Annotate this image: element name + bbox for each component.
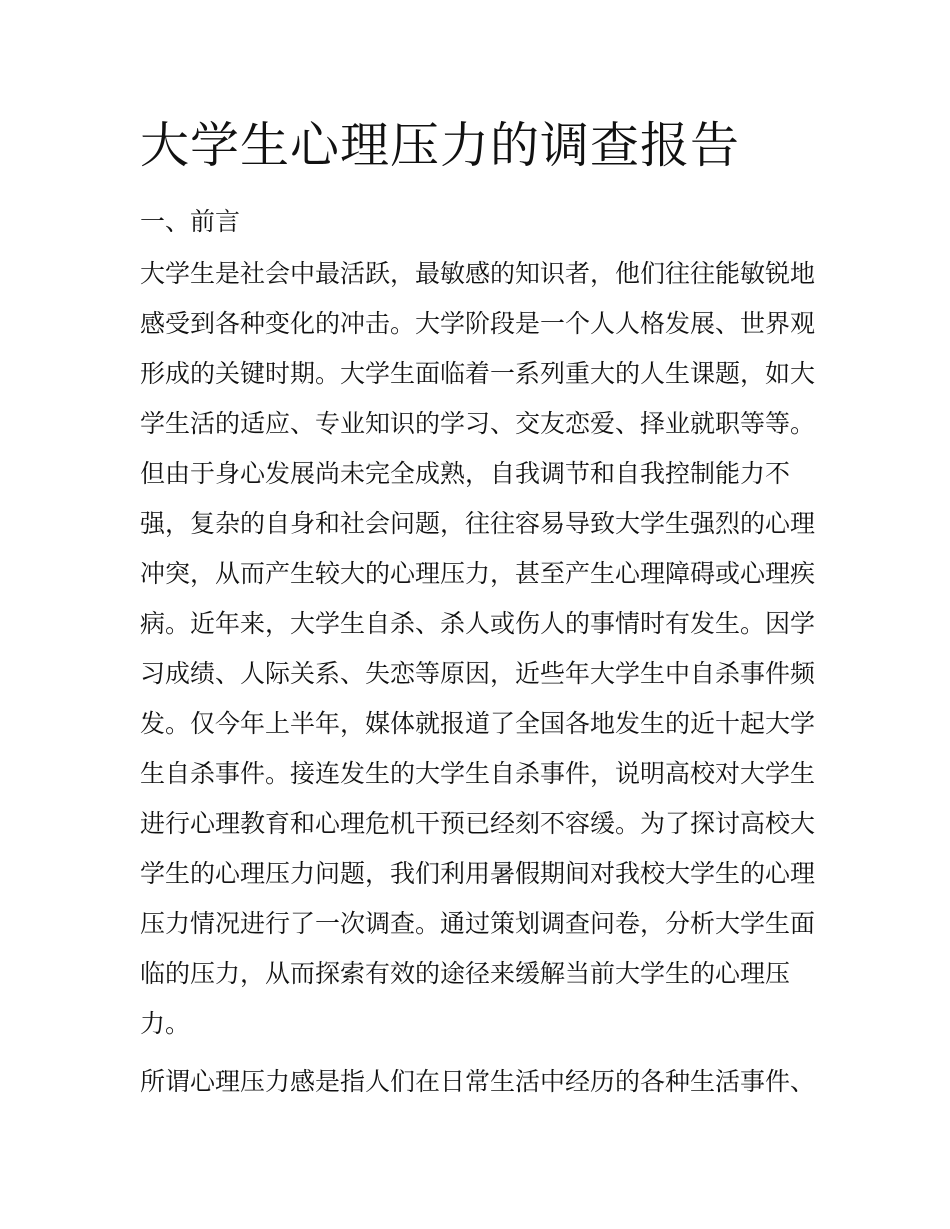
document-title: 大学生心理压力的调查报告 xyxy=(140,117,741,174)
paragraph-1-line: 压力情况进行了一次调查。通过策划调查问卷，分析大学生面 xyxy=(140,909,816,938)
paragraph-1-line: 形成的关键时期。大学生面临着一系列重大的人生课题，如大 xyxy=(140,359,816,388)
paragraph-2-line: 所谓心理压力感是指人们在日常生活中经历的各种生活事件、 xyxy=(140,1067,816,1096)
paragraph-1-line: 发。仅今年上半年，媒体就报道了全国各地发生的近十起大学 xyxy=(140,709,816,738)
paragraph-1-line: 习成绩、人际关系、失恋等原因，近些年大学生中自杀事件频 xyxy=(140,659,816,688)
paragraph-1-line: 但由于身心发展尚未完全成熟，自我调节和自我控制能力不 xyxy=(140,459,791,488)
paragraph-1-line: 进行心理教育和心理危机干预已经刻不容缓。为了探讨高校大 xyxy=(140,809,816,838)
paragraph-1-line: 强，复杂的自身和社会问题，往往容易导致大学生强烈的心理 xyxy=(140,509,816,538)
paragraph-1-line: 临的压力，从而探索有效的途径来缓解当前大学生的心理压 xyxy=(140,959,791,988)
paragraph-1-line: 冲突，从而产生较大的心理压力，甚至产生心理障碍或心理疾 xyxy=(140,559,816,588)
paragraph-1-line: 学生活的适应、专业知识的学习、交友恋爱、择业就职等等。 xyxy=(140,409,816,438)
paragraph-1-line: 感受到各种变化的冲击。大学阶段是一个人人格发展、世界观 xyxy=(140,309,816,338)
paragraph-1-line: 生自杀事件。接连发生的大学生自杀事件，说明高校对大学生 xyxy=(140,759,816,788)
paragraph-1-line: 大学生是社会中最活跃，最敏感的知识者，他们往往能敏锐地 xyxy=(140,259,816,288)
paragraph-1-line: 力。 xyxy=(140,1009,191,1038)
section-heading-preface: 一、前言 xyxy=(140,207,241,236)
paragraph-1-line: 病。近年来，大学生自杀、杀人或伤人的事情时有发生。因学 xyxy=(140,609,816,638)
paragraph-1-line: 学生的心理压力问题，我们利用暑假期间对我校大学生的心理 xyxy=(140,859,816,888)
